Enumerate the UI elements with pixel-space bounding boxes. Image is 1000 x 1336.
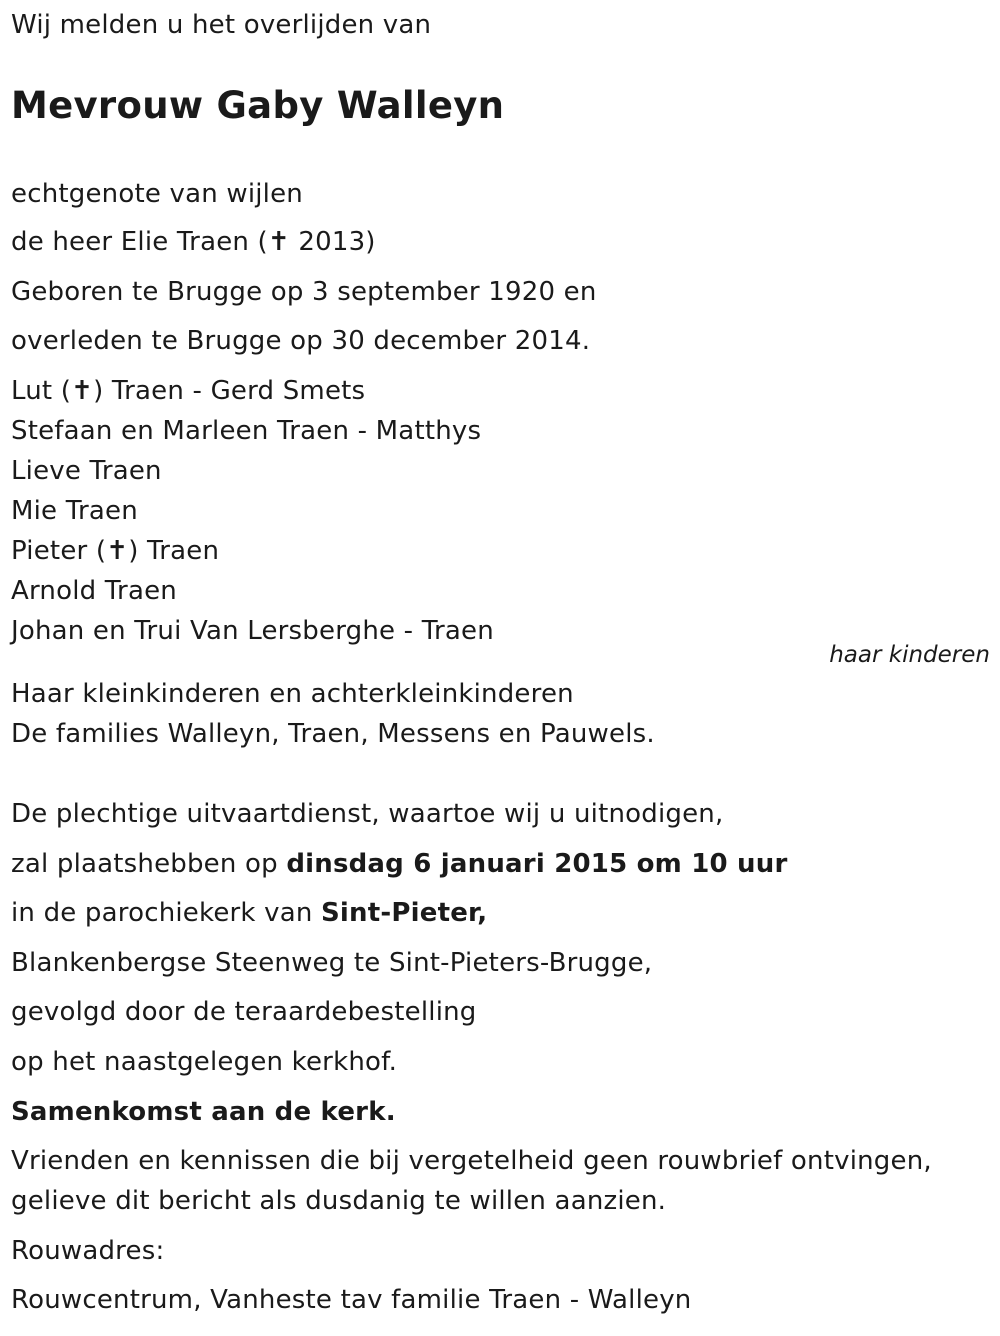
child-6: Arnold Traen xyxy=(11,576,177,606)
spouse-line-2: de heer Elie Traen (✝ 2013) xyxy=(11,227,376,257)
address-value: Rouwcentrum, Vanheste tav familie Traen - Walleyn xyxy=(11,1285,692,1315)
died-line: overleden te Brugge op 30 december 2014. xyxy=(11,326,591,356)
service-line-6: op het naastgelegen kerkhof. xyxy=(11,1047,398,1077)
service-line-2 xyxy=(11,847,788,881)
service-line-3 xyxy=(11,896,487,930)
intro-text: Wij melden u het overlijden van xyxy=(11,10,432,40)
address-label: Rouwadres: xyxy=(11,1236,165,1266)
child-1: Lut (✝) Traen - Gerd Smets xyxy=(11,376,366,406)
child-7: Johan en Trui Van Lersberghe - Traen xyxy=(11,616,494,646)
notice-line-2: gelieve dit bericht als dusdanig te willen aanzien. xyxy=(11,1186,667,1216)
born-line: Geboren te Brugge op 3 september 1920 en xyxy=(11,277,597,307)
child-2: Stefaan en Marleen Traen - Matthys xyxy=(11,416,482,446)
service-line-4: Blankenbergse Steenweg te Sint-Pieters-Brugge, xyxy=(11,948,653,978)
service-line-1: De plechtige uitvaartdienst, waartoe wij u uitnodigen, xyxy=(11,799,724,829)
child-5: Pieter (✝) Traen xyxy=(11,536,220,566)
family-line-1: Haar kleinkinderen en achterkleinkinderen xyxy=(11,679,574,709)
children-label: haar kinderen xyxy=(829,642,990,668)
family-line-2: De families Walleyn, Traen, Messens en Pauwels. xyxy=(11,719,655,749)
child-3: Lieve Traen xyxy=(11,456,162,486)
service-line-3-prefix: in de parochiekerk van xyxy=(11,898,321,928)
service-date-time: dinsdag 6 januari 2015 om 10 uur xyxy=(286,849,788,879)
service-line-2-prefix: zal plaatshebben op xyxy=(11,849,287,879)
church-name: Sint-Pieter, xyxy=(321,898,488,928)
child-4: Mie Traen xyxy=(11,496,138,526)
deceased-name: Mevrouw Gaby Walleyn xyxy=(11,84,505,127)
spouse-line-1: echtgenote van wijlen xyxy=(11,179,303,209)
notice-line-1: Vrienden en kennissen die bij vergetelheid geen rouwbrief ontvingen, xyxy=(11,1146,932,1176)
service-line-5: gevolgd door de teraardebestelling xyxy=(11,997,477,1027)
gathering-line: Samenkomst aan de kerk. xyxy=(11,1097,396,1127)
